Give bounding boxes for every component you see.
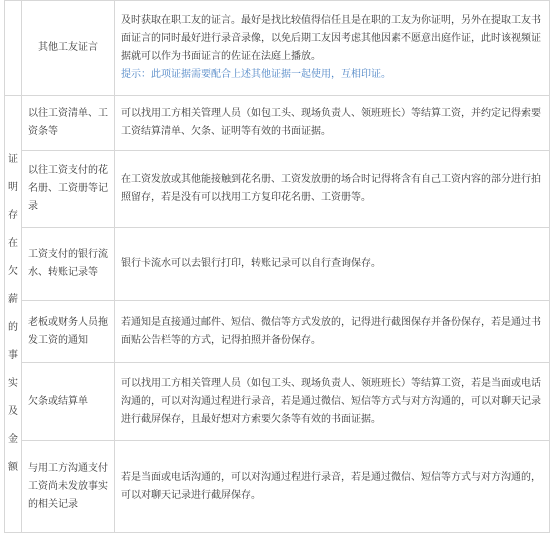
- section-label-text: 证明存在欠薪的事实及金额: [8, 154, 18, 473]
- row-label: 与用工方沟通支付工资尚未发放事实的相关记录: [22, 441, 115, 533]
- row-desc: 银行卡流水可以去银行打印，转账记录可以自行查询保存。: [115, 228, 550, 301]
- table-row: [5, 441, 550, 533]
- row-desc-text: 及时获取在职工友的证言。最好是找比较值得信任且是在职的工友为你证明，另外在提取工友书面证言的同时最好进行录音录像，以免后期工友因考虑其他因素不愿意出庭作证，此时该视频证据就可以作为书面证言的佐证在法庭上播放。: [121, 15, 541, 62]
- hint-text: 提示：此项证据需要配合上述其他证据一起使用，互相印证。: [121, 69, 391, 80]
- row-desc: 若通知是直接通过邮件、短信、微信等方式发放的，记得进行截图保存并备份保存，若是通过书面贴公告栏等的方式，记得拍照并备份保存。: [115, 301, 550, 363]
- table-row: [5, 151, 550, 228]
- row-label: 以往工资清单、工资条等: [22, 96, 115, 151]
- row-label: 其他工友证言: [22, 1, 115, 96]
- row-label: 欠条或结算单: [22, 363, 115, 441]
- section-label: [5, 96, 22, 533]
- row-desc: 在工资发放或其他能接触到花名册、工资发放册的场合时记得将含有自己工资内容的部分进行拍照留存，若是没有可以找用工方复印花名册、工资册等。: [115, 151, 550, 228]
- table-row: [5, 228, 550, 301]
- row-desc: 可以找用工方相关管理人员（如包工头、现场负责人、领班班长）等结算工资，若是当面或电话沟通的，可以对沟通过程进行录音，若是通过微信、短信等方式与对方沟通的，可以对聊天记录进行截屏保存，且最好想对方索要欠条等有效的书面证据。: [115, 363, 550, 441]
- row-label: 老板或财务人员拖发工资的通知: [22, 301, 115, 363]
- row-desc: 若是当面或电话沟通的，可以对沟通过程进行录音，若是通过微信、短信等方式与对方沟通的，可以对聊天记录进行截屏保存。: [115, 441, 550, 533]
- row-desc: [115, 1, 550, 96]
- table-row: [5, 96, 550, 151]
- table-row: [5, 301, 550, 363]
- table-row: [5, 363, 550, 441]
- row-label: 工资支付的银行流水、转账记录等: [22, 228, 115, 301]
- row-label: 以往工资支付的花名册、工资册等记录: [22, 151, 115, 228]
- evidence-table: [4, 0, 550, 533]
- row-desc: 可以找用工方相关管理人员（如包工头、现场负责人、领班班长）等结算工资，并约定记得索要工资结算清单、欠条、证明等有效的书面证据。: [115, 96, 550, 151]
- table-row: [5, 1, 550, 96]
- side-cell-empty: [5, 1, 22, 96]
